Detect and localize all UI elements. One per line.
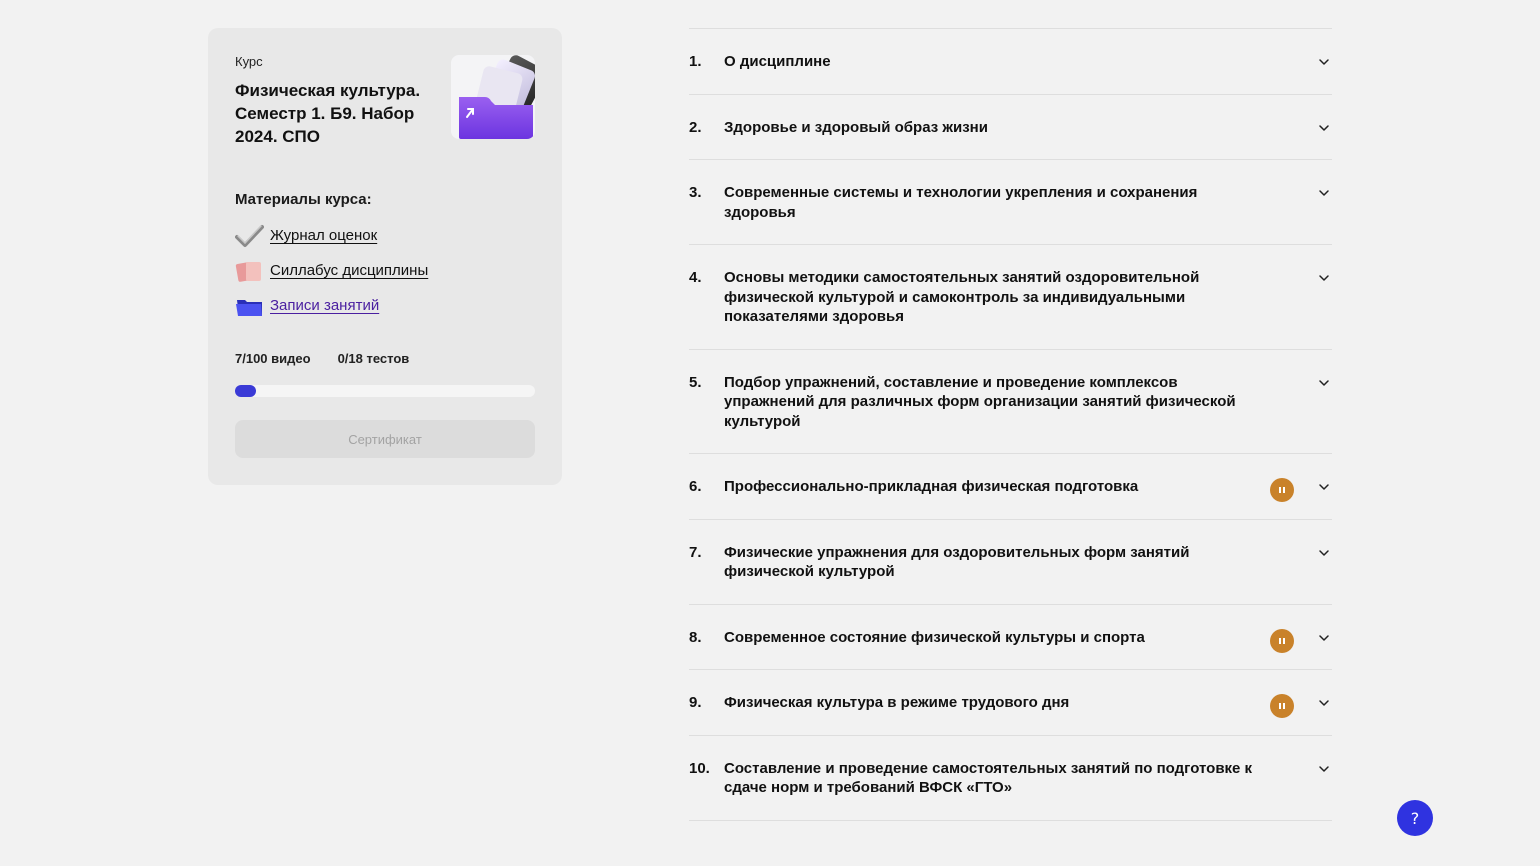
module-item[interactable] xyxy=(689,670,1332,736)
chevron-down-icon[interactable] xyxy=(1318,121,1330,133)
module-number: 1. xyxy=(689,53,702,70)
pause-icon xyxy=(1270,694,1294,718)
course-card xyxy=(208,28,562,485)
chevron-down-icon[interactable] xyxy=(1318,631,1330,643)
pause-icon xyxy=(1270,629,1294,653)
chevron-down-icon[interactable] xyxy=(1318,376,1330,388)
module-item[interactable] xyxy=(689,454,1332,520)
chevron-down-icon[interactable] xyxy=(1318,696,1330,708)
chevron-down-icon[interactable] xyxy=(1318,546,1330,558)
progress-bar xyxy=(235,385,535,397)
videos-stat: 7/100 видео xyxy=(235,351,311,366)
syllabus-link[interactable]: Силлабус дисциплины xyxy=(270,262,429,279)
module-item[interactable] xyxy=(689,520,1332,605)
help-button[interactable]: ? xyxy=(1397,800,1433,836)
papers-icon xyxy=(235,259,264,283)
module-title: Основы методики самостоятельных занятий оздоровительной физической культурой и самоконтроль за индивидуальными показателями здоровья xyxy=(724,269,1200,325)
module-item[interactable] xyxy=(689,736,1332,821)
check-icon xyxy=(235,224,264,248)
module-item[interactable] xyxy=(689,160,1332,245)
module-list xyxy=(689,28,1332,821)
material-item-syllabus xyxy=(235,253,428,288)
module-number: 8. xyxy=(689,628,702,646)
materials-list xyxy=(235,218,428,323)
module-title: Профессионально-прикладная физическая подготовка xyxy=(724,478,1139,495)
progress-fill xyxy=(235,385,256,397)
pause-icon xyxy=(1270,478,1294,502)
course-eyebrow: Курс xyxy=(235,54,263,69)
module-number: 4. xyxy=(689,269,702,286)
material-item-recordings xyxy=(235,288,428,323)
module-title: Здоровье и здоровый образ жизни xyxy=(724,118,988,136)
grades-journal-link[interactable]: Журнал оценок xyxy=(270,227,378,244)
chevron-down-icon[interactable] xyxy=(1318,762,1330,774)
module-number: 3. xyxy=(689,184,702,201)
module-item[interactable] xyxy=(689,605,1332,671)
module-number: 9. xyxy=(689,694,702,711)
course-stats xyxy=(235,351,409,366)
chevron-down-icon[interactable] xyxy=(1318,271,1330,283)
module-title: Физическая культура в режиме трудового дня xyxy=(724,694,1070,711)
chevron-down-icon[interactable] xyxy=(1318,55,1330,67)
module-title: Физические упражнения для оздоровительных форм занятий физической культурой xyxy=(724,543,1190,580)
module-title: Современное состояние физической культуры и спорта xyxy=(724,628,1145,646)
module-item[interactable] xyxy=(689,29,1332,95)
module-number: 7. xyxy=(689,543,702,561)
chevron-down-icon[interactable] xyxy=(1318,480,1330,492)
module-item[interactable] xyxy=(689,245,1332,350)
tests-stat: 0/18 тестов xyxy=(337,351,410,366)
course-title: Физическая культура. Семестр 1. Б9. Набор 2024. СПО xyxy=(235,81,421,146)
certificate-button[interactable]: Сертификат xyxy=(235,420,535,458)
module-item[interactable] xyxy=(689,350,1332,455)
module-item[interactable] xyxy=(689,95,1332,161)
module-title: Подбор упражнений, составление и проведение комплексов упражнений для различных форм организации занятий физической культурой xyxy=(724,373,1236,430)
materials-label: Материалы курса: xyxy=(235,191,372,208)
module-title: Составление и проведение самостоятельных занятий по подготовке к сдаче норм и требований ВФСК «ГТО» xyxy=(724,759,1253,796)
material-item-grades xyxy=(235,218,428,253)
module-title: Современные системы и технологии укрепления и сохранения здоровья xyxy=(724,184,1198,221)
chevron-down-icon[interactable] xyxy=(1318,186,1330,198)
module-title: О дисциплине xyxy=(724,53,831,70)
module-number: 6. xyxy=(689,478,702,495)
module-number: 5. xyxy=(689,373,702,391)
module-number: 2. xyxy=(689,118,702,136)
folder-icon xyxy=(235,294,264,318)
module-number: 10. xyxy=(689,759,710,777)
course-cover-image xyxy=(451,55,535,139)
recordings-link[interactable]: Записи занятий xyxy=(270,297,380,314)
